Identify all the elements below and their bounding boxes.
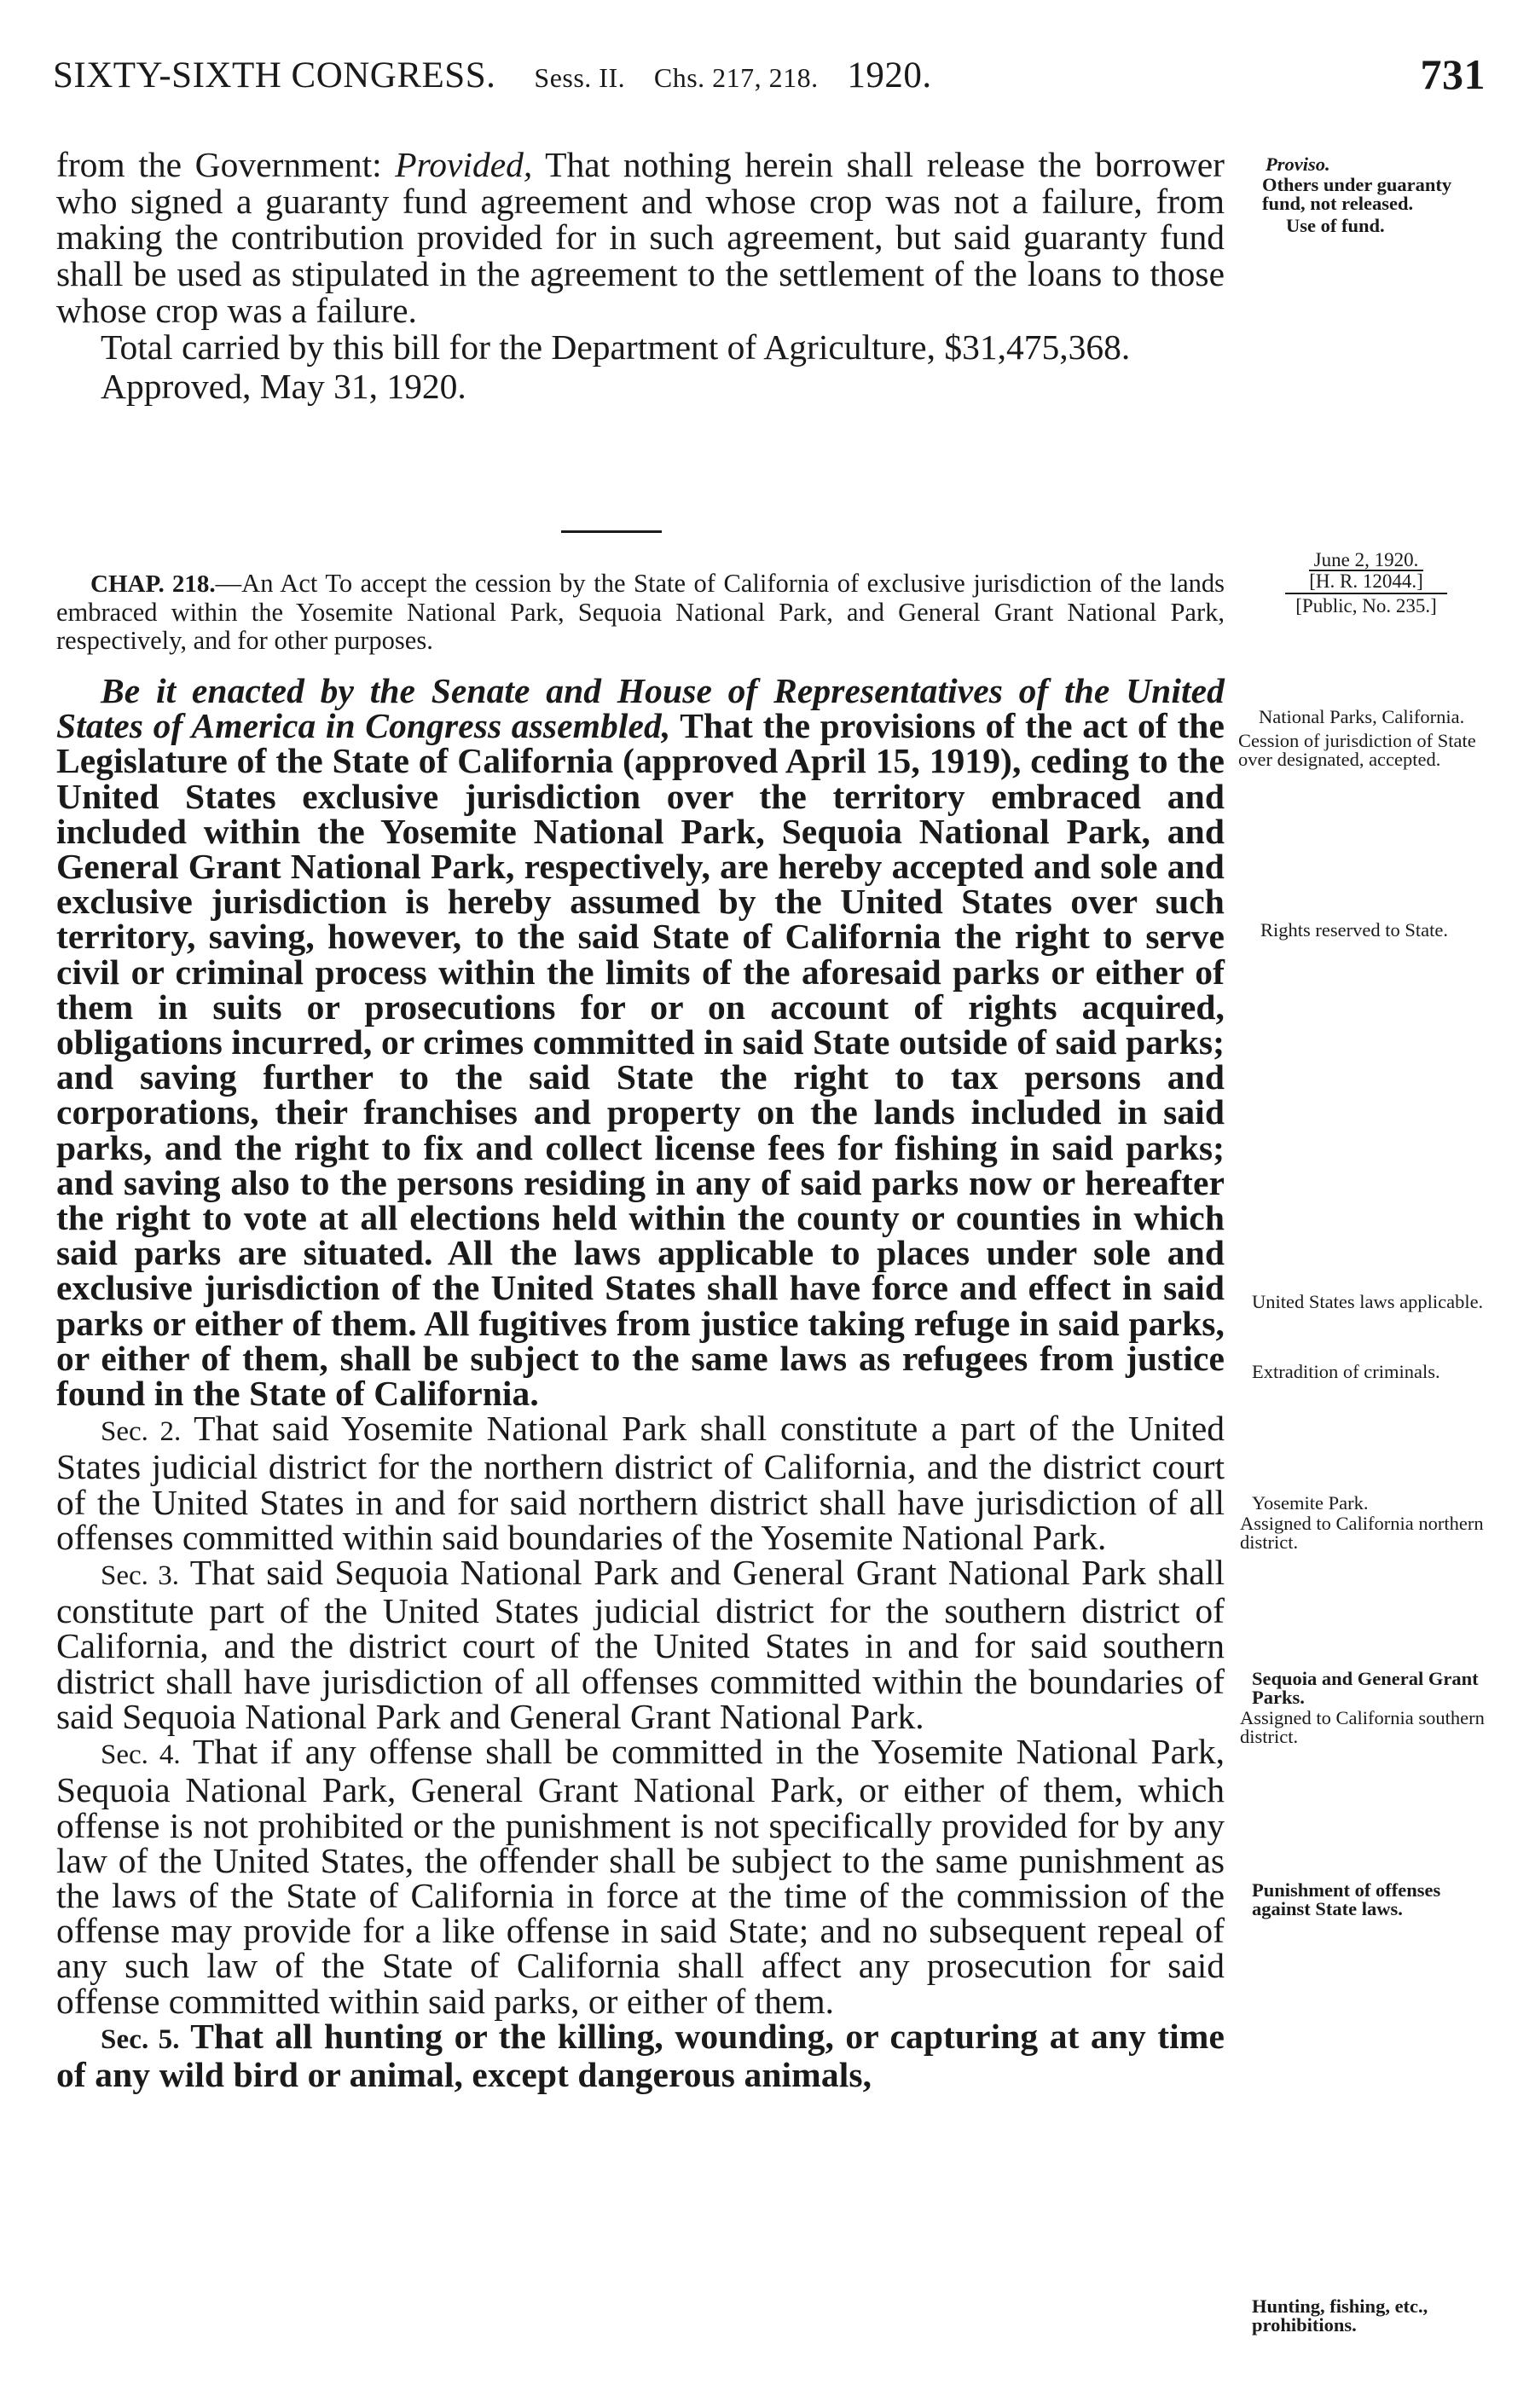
section-1 (56, 671, 1225, 1414)
approved-line: Approved, May 31, 1920. (101, 367, 466, 407)
margin-note-hunting (1233, 2297, 1486, 2335)
section-divider-rule (561, 530, 662, 533)
margin-us-laws: United States laws applicable. (1252, 1291, 1484, 1312)
previous-chapter-tail (56, 147, 1225, 405)
public-law-number: [Public, No. 235.] (1285, 593, 1446, 616)
section-1-text: That the provisions of the act of the Legislature of the State of California (approved April 15, 1919), ceding to the United States exclusive jurisdiction over the territory embraced and included within the Yosemite National Park, Sequoia National Park, and General Grant National Park, respectively, are hereby accepted and sole and exclusive jurisdiction is hereby assumed by the United States over such territory, saving, however, to the said State of California the right to serve civil or criminal process within the limits of the aforesaid parks or either of them in suits or prosecutions for or on account of rights acquired, obligations incurred, or crimes committed in said State outside of said parks; and saving further to the said State the right to tax persons and corporations, their franchises and property on the lands included in said parks, and the right to fix and collect license fees for fishing in said parks; and saving also to the persons residing in any of said parks now or hereafter the right to vote at all elections held within the county or counties in which said parks are situated. All the laws applicable to places under sole and exclusive jurisdiction of the United States shall have force and effect in said parks or either of them. All fugitives from justice taking refuge in said parks, or either of them, shall be subject to the same laws as refugees from justice found in the State of California. (56, 706, 1225, 1414)
section-5 (56, 2016, 1225, 2094)
margin-note-sequoia (1233, 1670, 1486, 1746)
margin-others-guaranty: Others under guaranty fund, not released. (1262, 174, 1452, 214)
margin-national-parks: National Parks, California. (1259, 706, 1465, 727)
margin-note-punishment (1233, 1881, 1486, 1919)
section-4 (56, 1734, 1225, 2019)
enactment-metadata (1238, 550, 1494, 616)
total-paragraph: Total carried by this bill for the Department of Agriculture, $31,475,368. (101, 327, 1131, 367)
margin-note-proviso (1262, 155, 1484, 235)
margin-note-yosemite (1233, 1494, 1486, 1552)
section-3 (56, 1555, 1225, 1734)
margin-note-us-laws (1233, 1293, 1486, 1311)
chapter-title: —An Act To accept the cession by the State of California of exclusive jurisdiction of the lands embraced within the Yosemite National Park, Sequoia National Park, and General Grant National Park, respectively, and for other purposes. (56, 569, 1225, 655)
margin-extradition: Extradition of criminals. (1252, 1361, 1440, 1382)
margin-cession: Cession of jurisdiction of State over designated, accepted. (1238, 730, 1476, 770)
margin-use-of-fund: Use of fund. (1286, 215, 1385, 236)
header-session: Sess. II. (534, 62, 626, 93)
header-year: 1920. (847, 55, 932, 96)
margin-sequoia: Sequoia and General Grant Parks. (1252, 1668, 1479, 1708)
section-5-text: That all hunting or the killing, wounding, or capturing at any time of any wild bird or animal, except dangerous animals, (56, 2016, 1225, 2094)
running-header (53, 49, 1486, 109)
margin-punishment: Punishment of offenses against State laws. (1252, 1879, 1441, 1919)
enactment-date: June 2, 1920. (1309, 550, 1424, 571)
header-left (53, 55, 932, 96)
margin-note-national-parks (1235, 708, 1487, 769)
enacting-clause: Be it enacted by the Senate and House of Representatives of the United States of America in Congress assembled, (56, 671, 1225, 746)
margin-proviso: Proviso. (1266, 153, 1330, 175)
section-5-label: Sec. 5. (101, 2023, 180, 2055)
margin-sequoia-assigned: Assigned to California southern district. (1240, 1707, 1485, 1747)
house-bill-number: [H. R. 12044.] (1309, 570, 1423, 592)
section-4-text: That if any offense shall be committed in the Yosemite National Park, Sequoia National Park, General Grant National Park, or either of them, which offense is not prohibited or the punishment is not specifically provided for by any law of the United States, the offender shall be subject to the same punishment as the laws of the State of California in force at the time of the commission of the offense may provide for a like offense in said State; and no subsequent repeal of any such law of the State of California shall affect any prosecution for said offense committed within said parks, or either of them. (56, 1732, 1225, 2021)
section-2 (56, 1411, 1225, 1555)
margin-yosemite-assigned: Assigned to California northern district. (1240, 1513, 1484, 1553)
section-2-text: That said Yosemite National Park shall constitute a part of the United States judicial district for the northern district of California, and the district court of the United States in and for said northern district shall have jurisdiction of all offenses committed within said boundaries of the Yosemite National Park. (56, 1409, 1225, 1557)
page-number: 731 (1420, 50, 1486, 98)
proviso-word: Provided, (395, 145, 533, 184)
proviso-text: That nothing herein shall release the borrower who signed a guaranty fund agreement and whose crop was not a failure, from making the contribution provided for in such agreement, but said guaranty fund shall be used as stipulated in the agreement to the settlement of the loans to those whose crop was a failure. (56, 145, 1225, 330)
section-3-text: That said Sequoia National Park and General Grant National Park shall constitute part of the United States judicial district for the southern district of California, and the district court of the United States in and for said southern district shall have jurisdiction of all offenses committed within the boundaries of said Sequoia National Park and General Grant National Park. (56, 1553, 1225, 1736)
act-body (56, 671, 1225, 2094)
proviso-lead: from the Government: (56, 145, 396, 184)
margin-hunting: Hunting, fishing, etc., prohibitions. (1252, 2295, 1428, 2336)
margin-rights-reserved: Rights reserved to State. (1260, 919, 1448, 941)
chapter-number: CHAP. 218. (90, 570, 216, 598)
proviso-paragraph (56, 147, 1225, 329)
header-chapters: Chs. 217, 218. (653, 62, 819, 93)
chapter-heading (56, 570, 1225, 655)
section-2-label: Sec. 2. (101, 1416, 182, 1448)
margin-note-rights (1260, 921, 1487, 940)
section-3-label: Sec. 3. (101, 1560, 179, 1592)
margin-yosemite: Yosemite Park. (1252, 1492, 1369, 1514)
margin-note-extradition (1233, 1363, 1486, 1381)
header-congress: SIXTY-SIXTH CONGRESS. (53, 55, 496, 96)
section-4-label: Sec. 4. (101, 1739, 181, 1771)
